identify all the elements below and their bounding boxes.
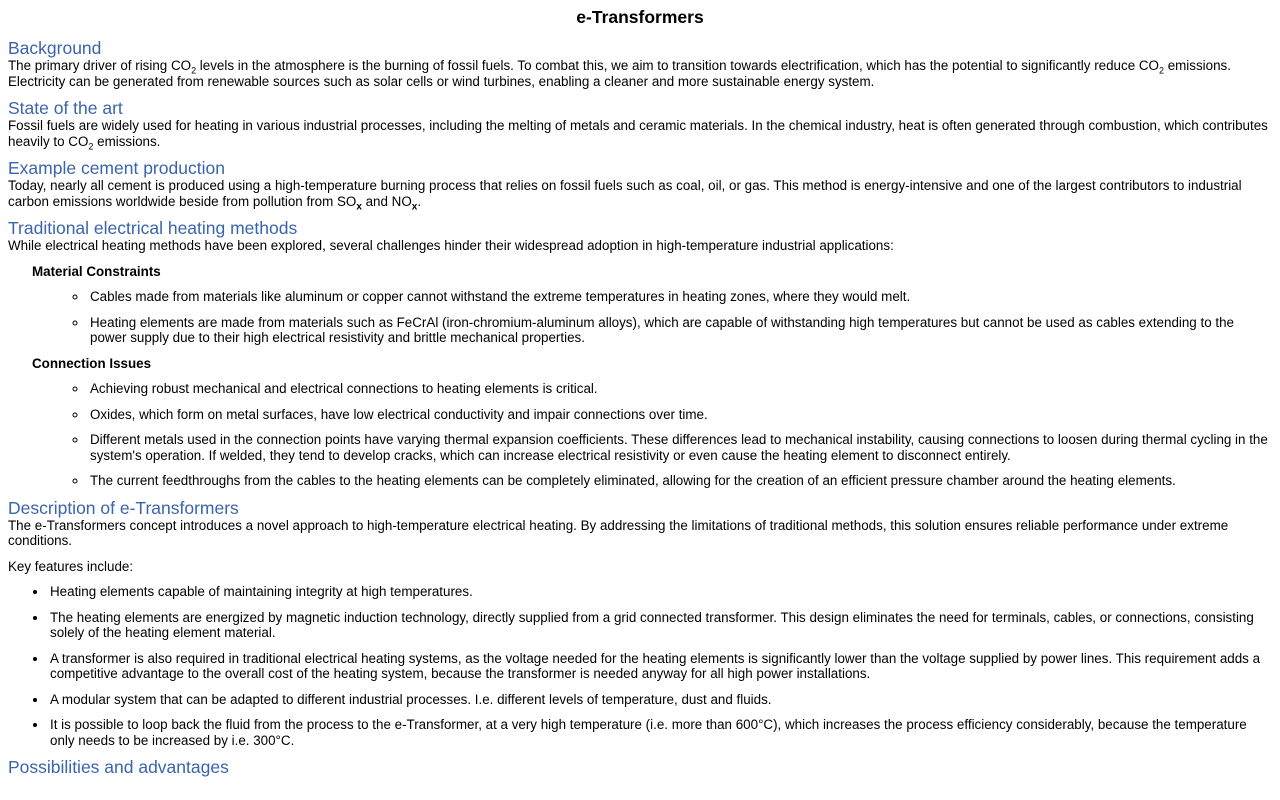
paragraph-example-cement-production: Today, nearly all cement is produced using a high-temperature burning process that relies on fossil fuels such as coal, oil, or gas. This method is energy-intensive and one of the largest contributors to industrial carbon emissions worldwide beside from pollution from $SO_x$ and $NO_x$. (8, 178, 1242, 213)
section-heading-description: Description of e-Transformers (8, 497, 239, 518)
list-item: ◦ Heating elements are made from materials such as FeCrAl (iron-chromium-aluminum alloys), which are capable of withstanding high temperatures but cannot be used as cables extending to the power supply due to their high electrical resistivity and brittle mechanical properties. (88, 315, 1272, 346)
list-item: • It is possible to loop back the fluid from the process to the e-Transformer, at a very high temperature (i.e. more than 600°C), which increases the process efficiency considerably, because the temperature only needs to be increased by i.e. 300°C. (48, 717, 1272, 748)
paragraph-state-of-the-art: Fossil fuels are widely used for heating in various industrial processes, including the melting of metals and ceramic materials. In the chemical industry, heat is often generated through combustion, which contributes heavily to $CO_2$ emissions. (8, 118, 1268, 152)
section-heading-possibilities: Possibilities and advantages (8, 757, 229, 777)
paragraph-traditional-methods-intro: While electrical heating methods have been explored, several challenges hinder their widespread adoption in high-temperature industrial applications: (8, 238, 894, 253)
list-item: • The heating elements are energized by magnetic induction technology, directly supplied from a grid connected transformer. This design eliminates the need for terminals, cables, or connections, consisting solely of the heating element material. (48, 610, 1272, 641)
list-item: • Heating elements capable of maintaining integrity at high temperatures. (48, 584, 1272, 600)
list-connection-issues (8, 381, 1272, 489)
list-item: ◦ Different metals used in the connection points have varying thermal expansion coefficients. These differences lead to mechanical instability, causing connections to loosen during thermal cycling in the system's operation. If welded, they tend to develop cracks, which can increase electrical resistivity or even cause the heating element to disconnect entirely. (88, 432, 1272, 463)
document-page (8, 8, 1272, 777)
paragraph-background: The primary driver of rising $CO_2$ levels in the atmosphere is the burning of fossil fuels. To combat this, we aim to transition towards electrification, which has the potential to significantly reduce $CO_2$ emissions. Electricity can be generated from renewable sources such as solar cells or wind turbines, enabling a cleaner and more sustainable energy system. (8, 58, 1231, 89)
label-material-constraints: Material Constraints (32, 263, 161, 279)
list-item: ◦ Oxides, which form on metal surfaces, have low electrical conductivity and impair connections over time. (88, 407, 1272, 423)
list-key-features (8, 584, 1272, 748)
paragraph-description: The e-Transformers concept introduces a novel approach to high-temperature electrical heating. By addressing the limitations of traditional methods, this solution ensures reliable performance under extreme conditions. (8, 517, 1229, 548)
section-heading-background: Background (8, 38, 102, 58)
list-item: • A modular system that can be adapted to different industrial processes. I.e. different levels of temperature, dust and fluids. (48, 692, 1272, 708)
list-item: • A transformer is also required in traditional electrical heating systems, as the voltage needed for the heating elements is significantly lower than the voltage supplied by power lines. This requirement adds a competitive advantage to the overall cost of the heating system, because the transformer is needed anyway for all high power installations. (48, 651, 1272, 682)
section-heading-state-of-the-art: State of the art (8, 98, 123, 118)
label-connection-issues: Connection Issues (32, 355, 152, 371)
section-heading-traditional-methods: Traditional electrical heating methods (8, 218, 298, 238)
section-heading-example-cement-production: Example cement production (8, 158, 225, 178)
list-material-constraints (8, 289, 1272, 346)
page-title: e-Transformers (576, 7, 704, 27)
paragraph-key-features-intro: Key features include: (8, 558, 134, 574)
list-item: ◦ The current feedthroughs from the cables to the heating elements can be completely eliminated, allowing for the creation of an efficient pressure chamber around the heating elements. (88, 473, 1272, 489)
list-item: ◦ Cables made from materials like aluminum or copper cannot withstand the extreme temperatures in heating zones, where they would melt. (88, 289, 1272, 305)
list-item: ◦ Achieving robust mechanical and electrical connections to heating elements is critical. (88, 381, 1272, 397)
